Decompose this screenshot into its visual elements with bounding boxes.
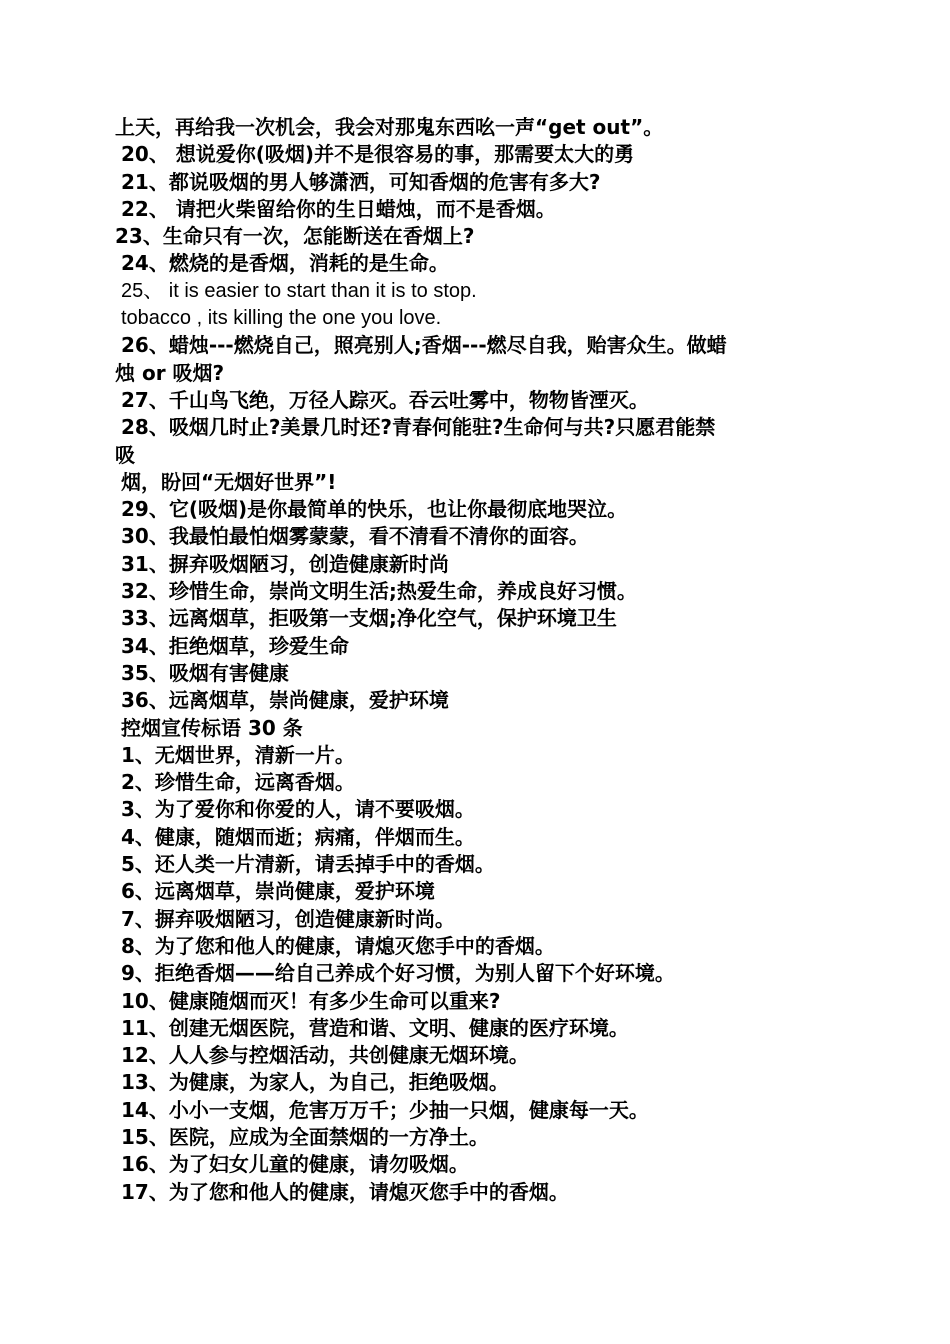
text-line: 31、摒弃吸烟陋习，创造健康新时尚: [121, 551, 449, 576]
text-line: 12、人人参与控烟活动，共创健康无烟环境。: [121, 1043, 529, 1068]
text-line: 上天，再给我一次机会，我会对那鬼东西吆一声“get out”。: [115, 115, 664, 139]
text-line: 17、为了您和他人的健康，请熄灭您手中的香烟。: [121, 1179, 569, 1204]
text-line: 14、小小一支烟，危害万万千；少抽一只烟，健康每一天。: [121, 1097, 649, 1122]
text-line: 35、吸烟有害健康: [121, 660, 289, 685]
text-line: 36、远离烟草，崇尚健康，爱护环境: [121, 688, 449, 713]
text-line: 3、为了爱你和你爱的人，请不要吸烟。: [121, 797, 475, 822]
text-line: 29、它(吸烟)是你最简单的快乐，也让你最彻底地哭泣。: [121, 497, 628, 522]
text-line: 21、都说吸烟的男人够潇洒，可知香烟的危害有多大?: [121, 169, 601, 194]
text-line: 24、燃烧的是香烟，消耗的是生命。: [121, 251, 449, 276]
text-line: 控烟宣传标语 30 条: [121, 715, 303, 740]
text-line: 15、医院，应成为全面禁烟的一方净土。: [121, 1124, 489, 1149]
text-line: 烛 or 吸烟?: [115, 360, 225, 385]
text-line: 27、千山鸟飞绝，万径人踪灭。吞云吐雾中，物物皆湮灭。: [121, 387, 649, 412]
text-line: 33、远离烟草，拒吸第一支烟;净化空气，保护环境卫生: [121, 606, 617, 631]
text-line: 25、 it is easier to start than it is to stop.: [121, 279, 477, 302]
text-line: 26、蜡烛---燃烧自己，照亮别人;香烟---燃尽自我，贻害众生。做蜡: [121, 333, 727, 358]
text-line: 32、珍惜生命，崇尚文明生活;热爱生命，养成良好习惯。: [121, 579, 637, 604]
text-line: 4、健康，随烟而逝；病痛，伴烟而生。: [121, 824, 475, 849]
text-line: 22、 请把火柴留给你的生日蜡烛，而不是香烟。: [121, 196, 556, 221]
text-line: 30、我最怕最怕烟雾蒙蒙，看不清看不清你的面容。: [121, 524, 589, 549]
text-line: 8、为了您和他人的健康，请熄灭您手中的香烟。: [121, 933, 555, 958]
text-line: 13、为健康，为家人，为自己，拒绝吸烟。: [121, 1070, 509, 1095]
text-line: 吸: [115, 442, 135, 467]
text-line: 9、拒绝香烟——给自己养成个好习惯，为别人留下个好环境。: [121, 961, 675, 986]
text-line: 烟，盼回“无烟好世界”!: [121, 469, 337, 494]
text-line: tobacco , its killing the one you love.: [121, 307, 442, 330]
text-line: 6、远离烟草，崇尚健康，爱护环境: [121, 879, 435, 904]
text-line: 28、吸烟几时止?美景几时还?青春何能驻?生命何与共?只愿君能禁: [121, 415, 716, 440]
text-line: 11、创建无烟医院，营造和谐、文明、健康的医疗环境。: [121, 1015, 629, 1040]
text-line: 1、无烟世界，清新一片。: [121, 742, 355, 767]
text-line: 10、健康随烟而灭！有多少生命可以重来?: [121, 988, 501, 1013]
text-line: 20、 想说爱你(吸烟)并不是很容易的事，那需要太大的勇: [121, 142, 635, 167]
text-line: 7、摒弃吸烟陋习，创造健康新时尚。: [121, 906, 455, 931]
text-line: 2、珍惜生命，远离香烟。: [121, 770, 355, 795]
text-line: 16、为了妇女儿童的健康，请勿吸烟。: [121, 1152, 469, 1177]
text-line: 5、还人类一片清新，请丢掉手中的香烟。: [121, 852, 495, 877]
text-line: 34、拒绝烟草，珍爱生命: [121, 633, 349, 658]
document-body: [115, 114, 835, 1206]
text-line: 23、生命只有一次，怎能断送在香烟上?: [115, 224, 475, 249]
